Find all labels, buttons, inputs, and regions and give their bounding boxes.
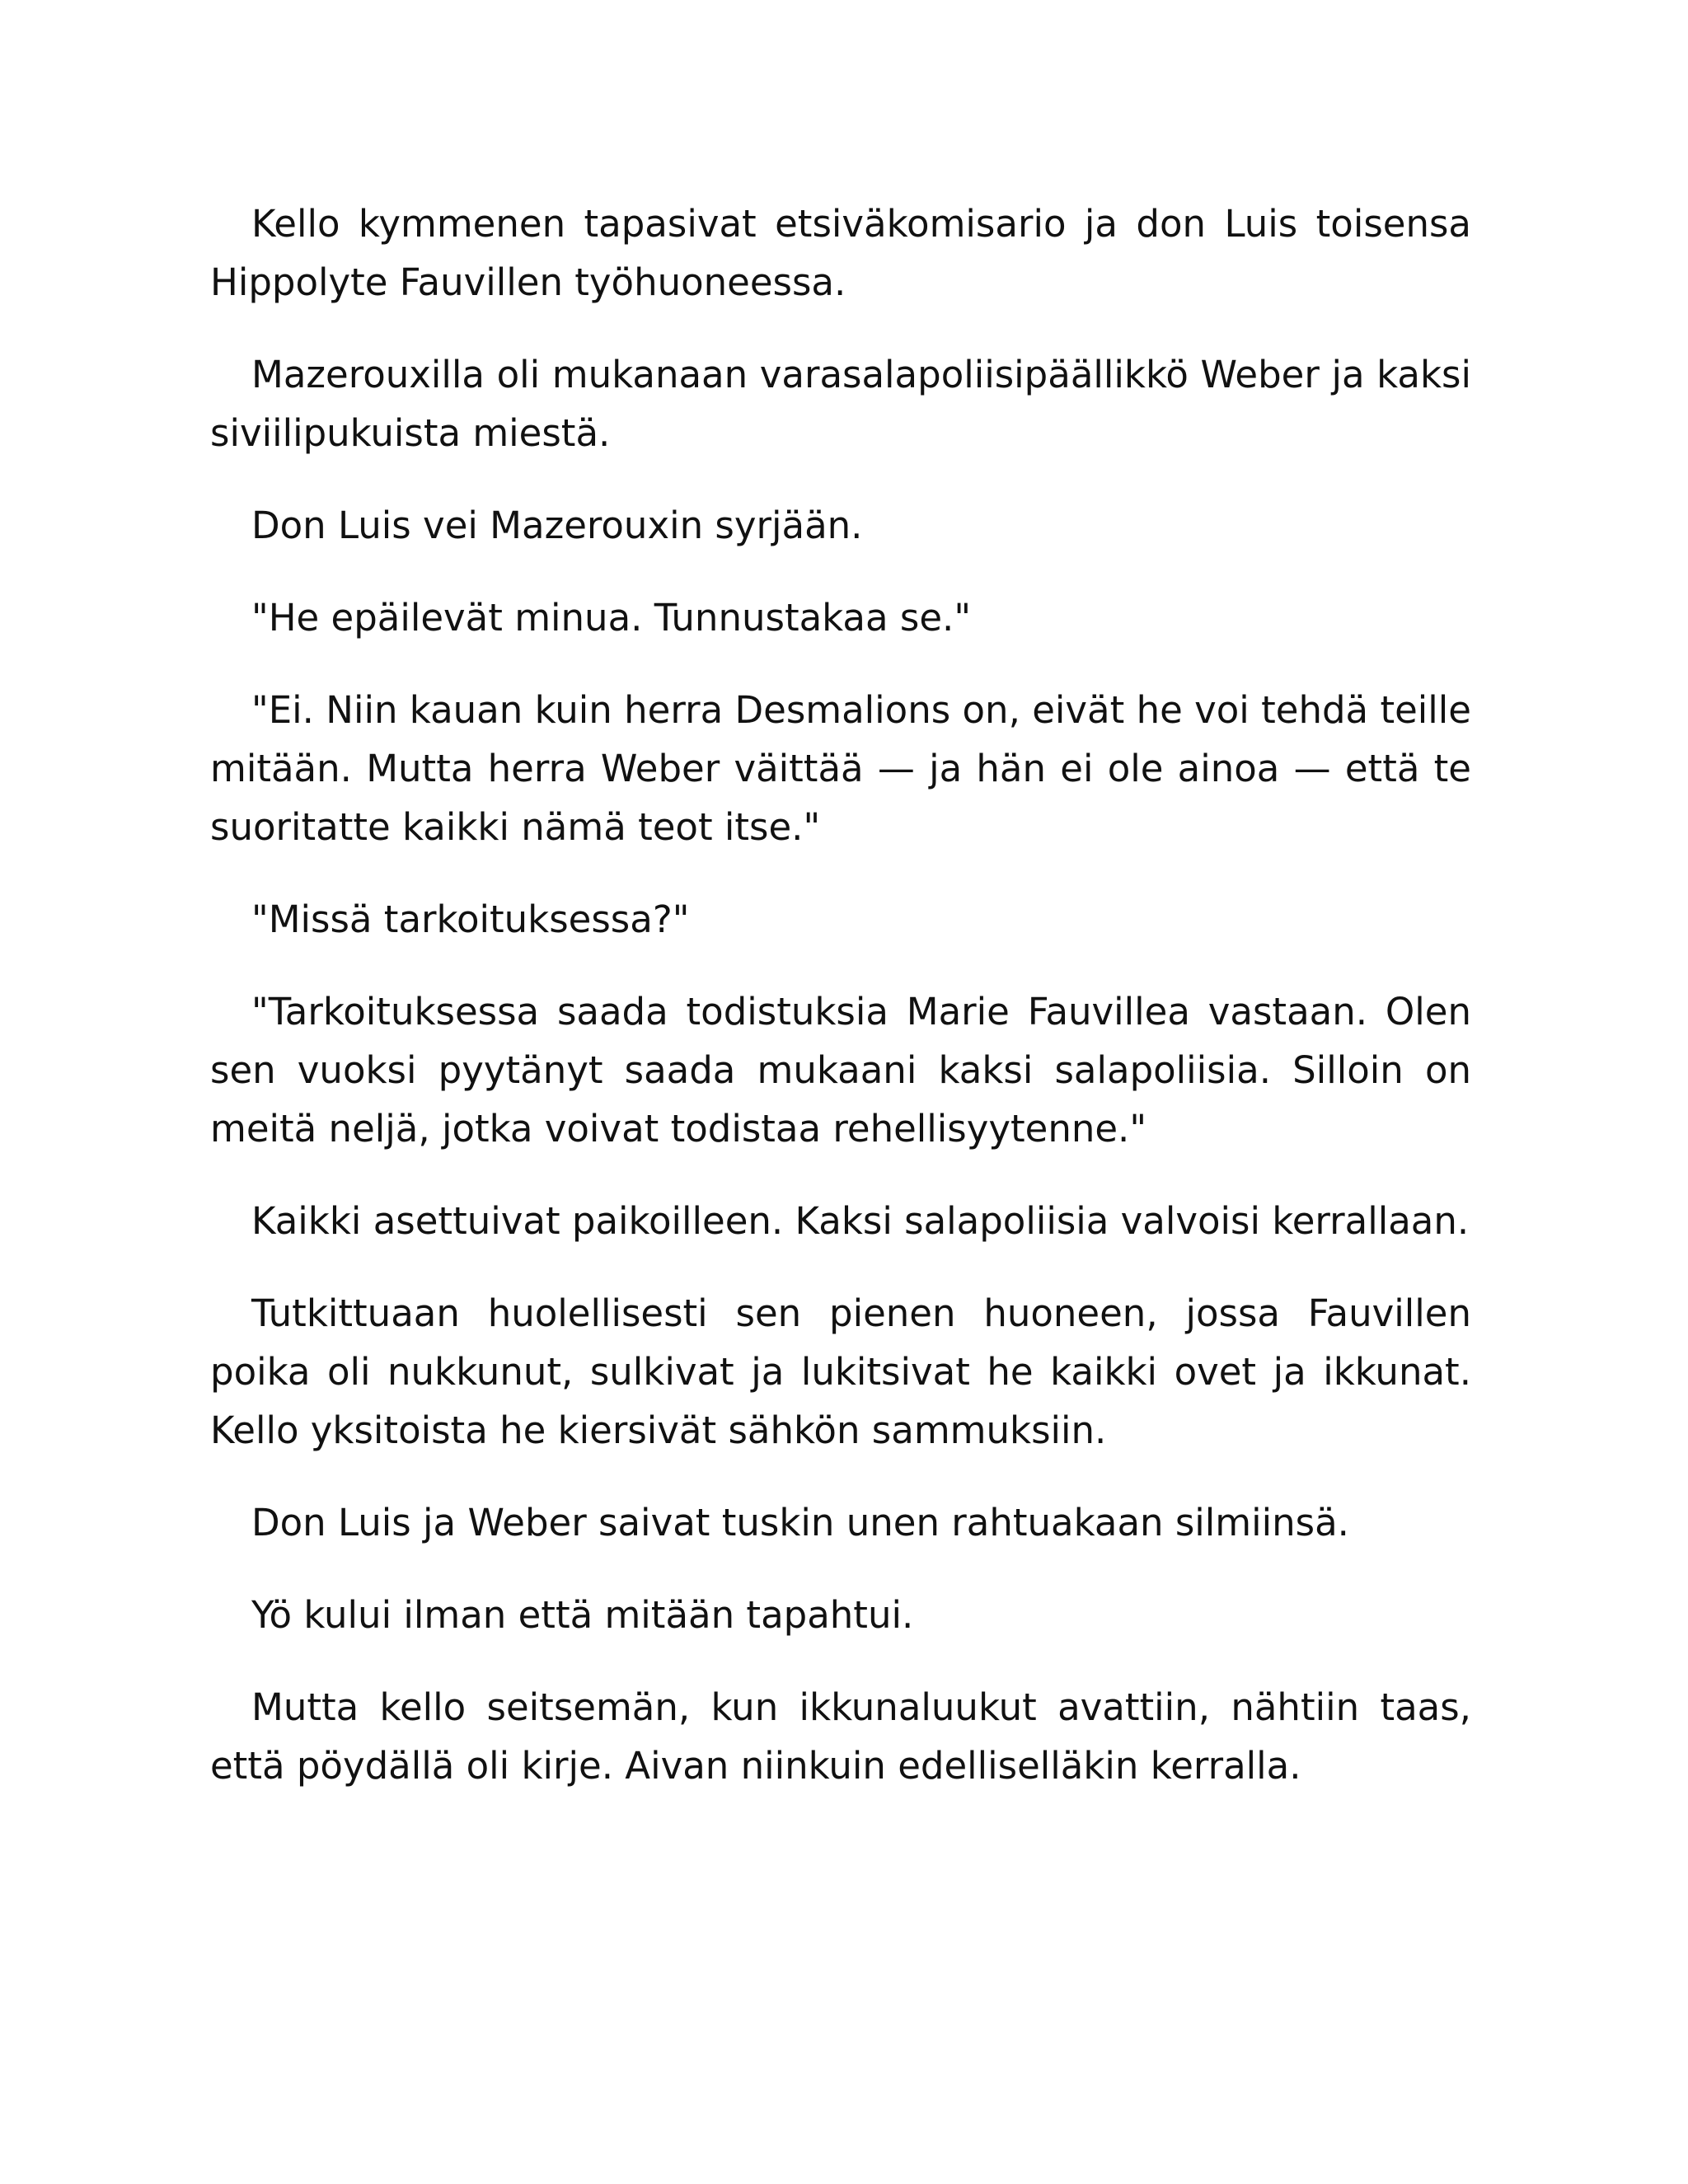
paragraph: "Ei. Niin kauan kuin herra Desmalions on, eivät he voi tehdä teille mitään. Mutta herra Weber väittää — ja hän ei ole ainoa — että te suoritatte kaikki nämä teot itse." bbox=[210, 688, 1471, 849]
paragraph: Mazerouxilla oli mukanaan varasalapoliisipäällikkö Weber ja kaksi siviilipukuista miestä. bbox=[210, 353, 1471, 455]
paragraph: "He epäilevät minua. Tunnustakaa se." bbox=[251, 596, 972, 640]
page-body bbox=[210, 194, 1471, 1795]
paragraph: Don Luis vei Mazerouxin syrjään. bbox=[251, 504, 863, 547]
paragraph: Don Luis ja Weber saivat tuskin unen rahtuakaan silmiinsä. bbox=[251, 1501, 1349, 1544]
paragraph: Kaikki asettuivat paikoilleen. Kaksi salapoliisia valvoisi kerrallaan. bbox=[251, 1199, 1470, 1243]
paragraph: Kello kymmenen tapasivat etsiväkomisario ja don Luis toisensa Hippolyte Fauvillen työhuoneessa. bbox=[210, 202, 1471, 304]
paragraph: "Missä tarkoituksessa?" bbox=[251, 898, 690, 941]
paragraph: "Tarkoituksessa saada todistuksia Marie Fauvillea vastaan. Olen sen vuoksi pyytänyt saada mukaani kaksi salapoliisia. Silloin on meitä neljä, jotka voivat todistaa rehellisyytenne." bbox=[210, 990, 1471, 1151]
paragraph: Mutta kello seitsemän, kun ikkunaluukut avattiin, nähtiin taas, että pöydällä oli kirje. Aivan niinkuin edelliselläkin kerralla. bbox=[210, 1685, 1471, 1788]
paragraph: Tutkittuaan huolellisesti sen pienen huoneen, jossa Fauvillen poika oli nukkunut, sulkivat ja lukitsivat he kaikki ovet ja ikkunat. Kello yksitoista he kiersivät sähkön sammuksiin. bbox=[210, 1291, 1471, 1452]
paragraph: Yö kului ilman että mitään tapahtui. bbox=[251, 1593, 914, 1637]
